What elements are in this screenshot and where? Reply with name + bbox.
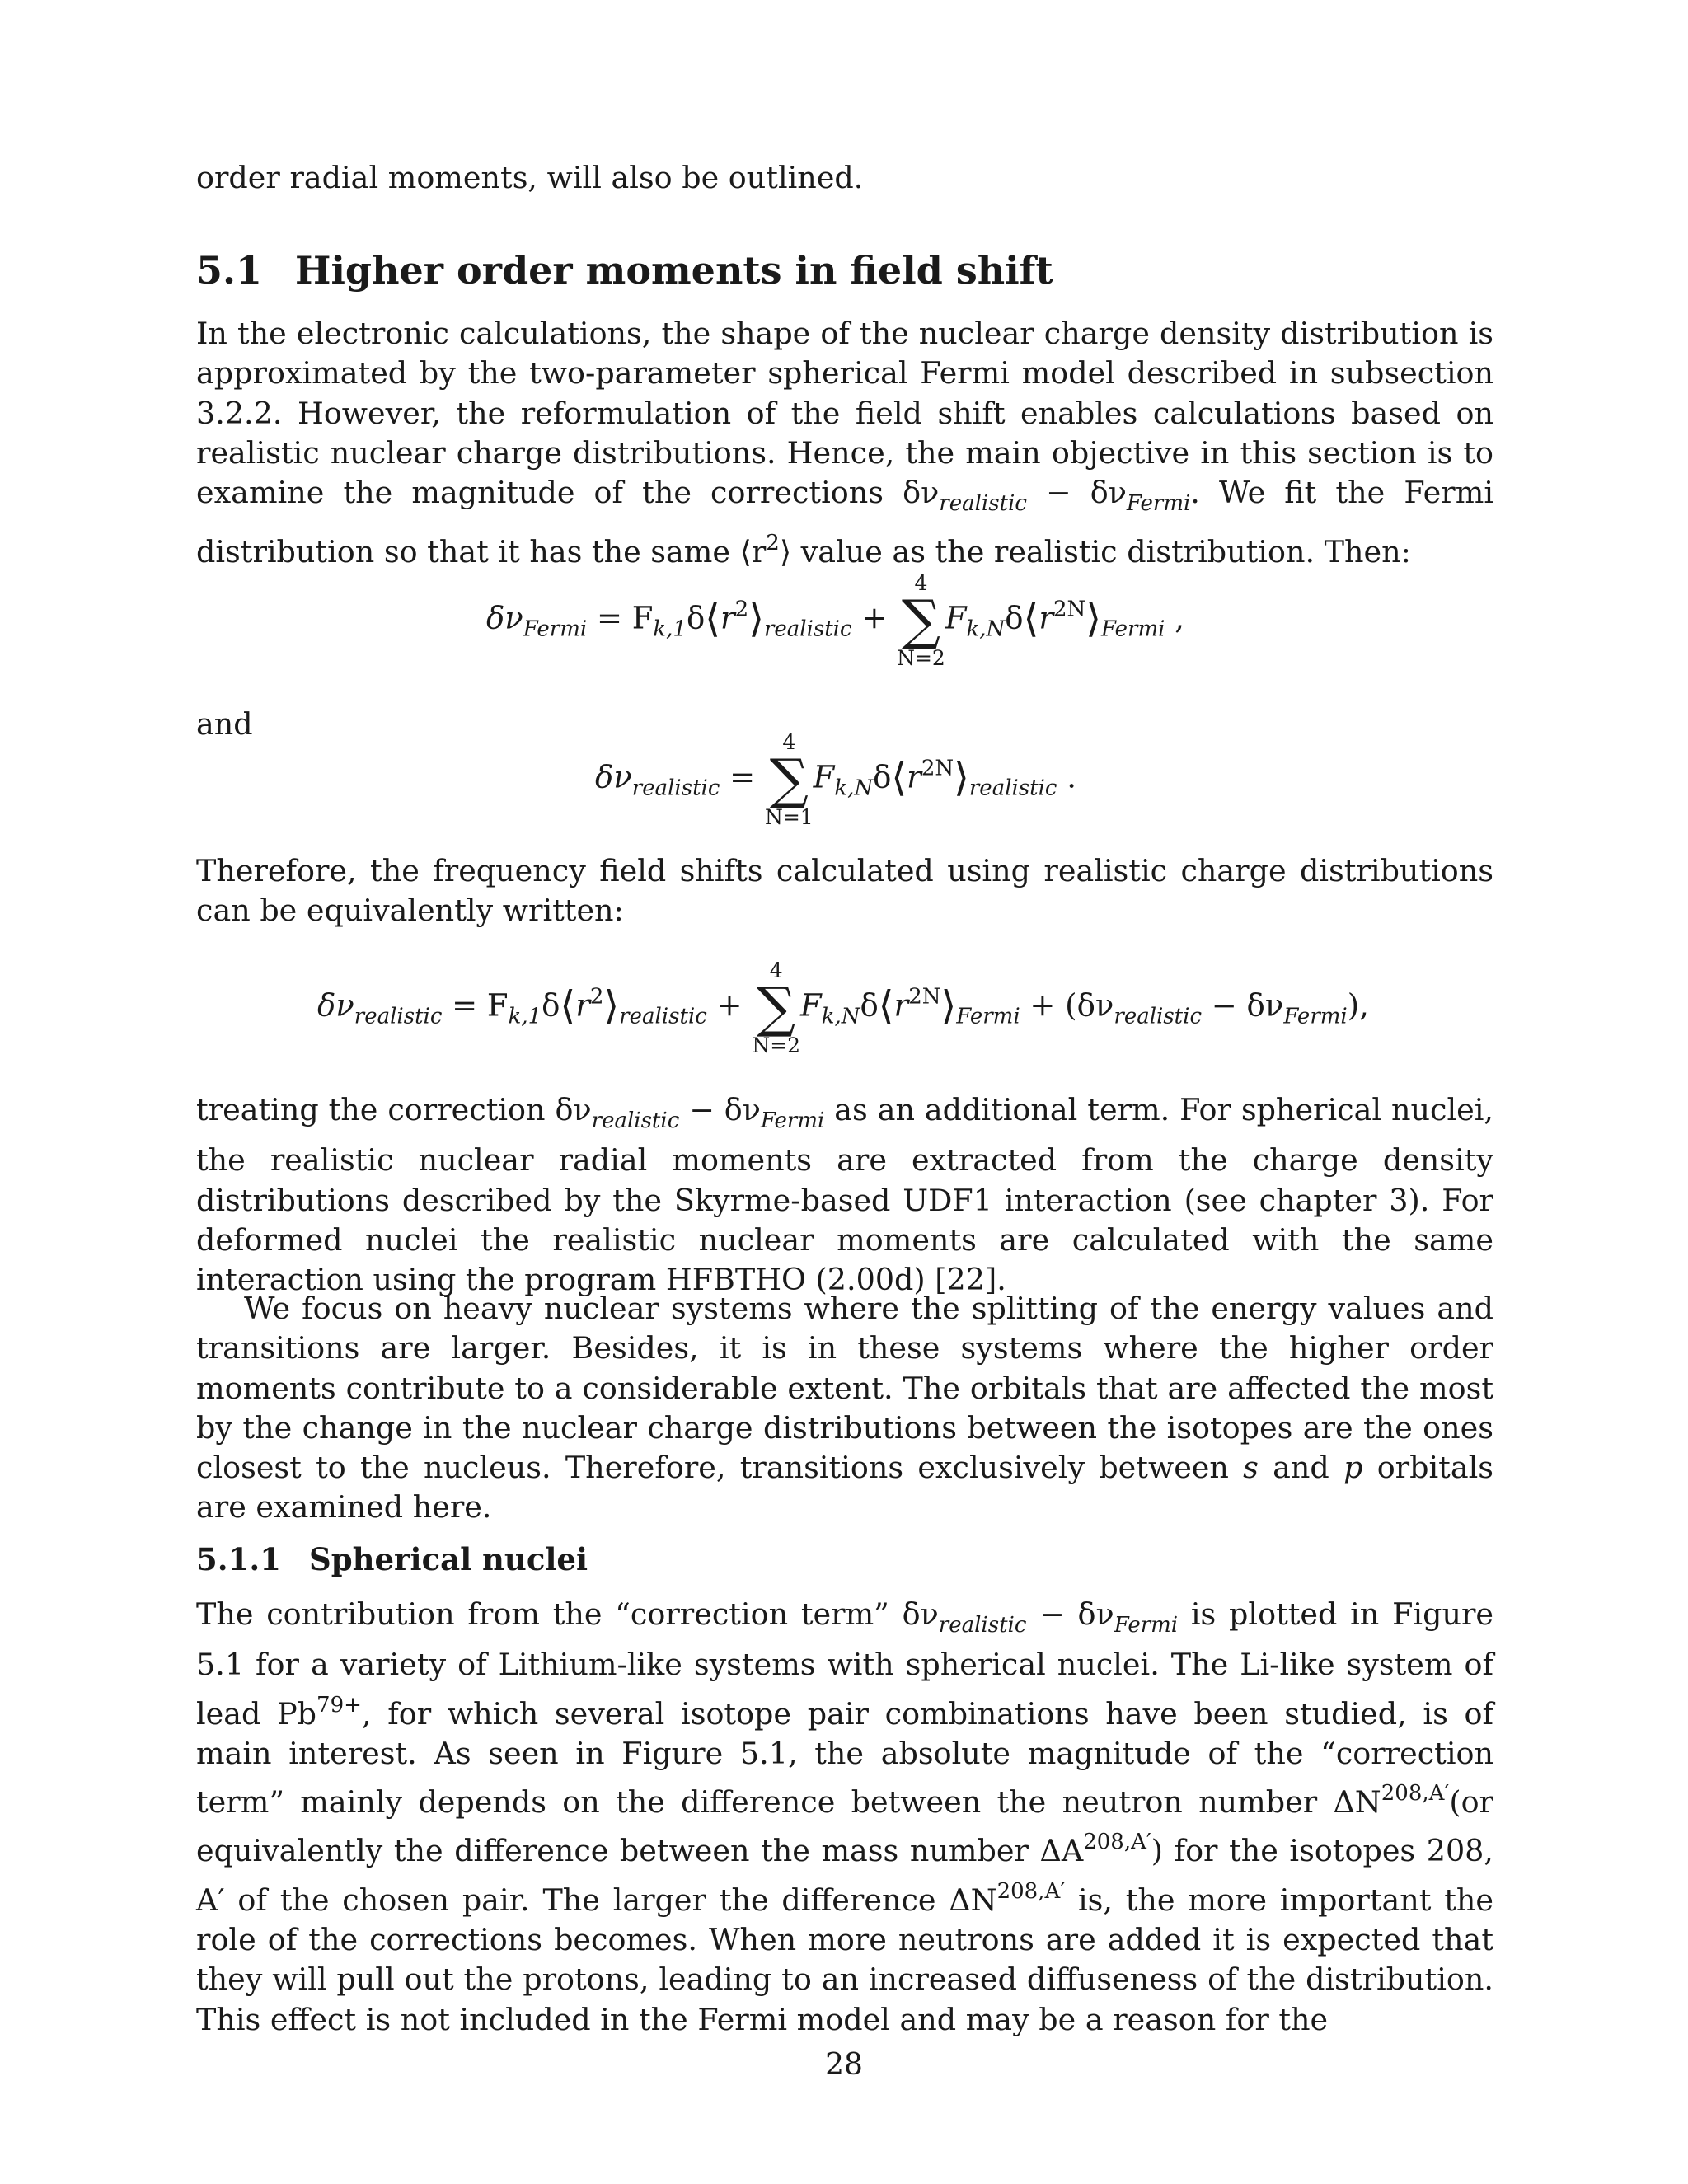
paragraph-5 (196, 1595, 1493, 2040)
eq3-sum-top: 4 (769, 958, 783, 982)
eq3-plus: + (706, 987, 753, 1024)
eq1-langle: ⟨ (705, 595, 720, 642)
eq2-f-sub: k,N (834, 776, 874, 801)
paragraph-1 (196, 314, 1493, 573)
eq1-r2-sup: 2N (1053, 597, 1086, 622)
and-word: and (196, 706, 253, 742)
para1-sub-b: Fermi (1126, 491, 1191, 517)
para1-text-b: . We fit the Fermi distribution so that it has the same ⟨r (196, 475, 1493, 570)
eq3-eq: = F (442, 987, 509, 1024)
para5-text-d: (or equivalently the difference between the mass number ΔA (196, 1784, 1493, 1869)
para5-sub-a: realistic (938, 1613, 1027, 1638)
eq3-sigma: ∑ (757, 976, 796, 1039)
eq1-f2-sub: k,N (966, 616, 1006, 642)
eq2-r: r (907, 759, 921, 795)
para1-mid: − δν (1026, 475, 1127, 511)
eq1-tail: , (1165, 600, 1184, 636)
eq3-lhs-sub: realistic (354, 1004, 443, 1029)
para5-sup-a: 208,A′ (1083, 1830, 1151, 1855)
eq3-r-sup: 2 (589, 984, 604, 1010)
para5-text-b: is plotted in Figure 5.1 for a variety of Lithium-like systems with spherical nuclei. The Li-like system of lead Pb (196, 1596, 1494, 1732)
para4-text: We focus on heavy nuclear systems where the splitting of the energy values and transitions are larger. Besides, it is in these systems where the higher order moments contribute to a considerable extent. The orbitals that are affected the most by the change in the nuclear charge distributions between the isotopes are the ones closest to the nucleus. Therefore, transitions exclusively between (196, 1291, 1493, 1486)
eq1-rangle2: ⟩ (1085, 595, 1102, 642)
eq1-f-sub: k,1 (653, 616, 687, 642)
para5-sup-pb: 79+ (316, 1692, 362, 1718)
eq3-r2: r (893, 987, 909, 1024)
page-number: 28 (825, 2048, 863, 2082)
eq1-delta2: δ (1005, 600, 1024, 636)
eq3-delta: δ (542, 987, 560, 1024)
para5-text-e: ) for the isotopes 208, A′ of the chosen pair. The larger the difference ΔN (196, 1833, 1493, 1918)
eq2-sum-top: 4 (782, 730, 796, 754)
eq3-langle2: ⟨ (878, 982, 894, 1029)
equation-2 (595, 732, 1076, 827)
eq2-sigma: ∑ (769, 748, 809, 811)
para5-text-f: is, the more important the role of the corrections becomes. When more neutrons are added it is expected that they will pull out the protons, leading to an increased diffuseness of the distribution. This effect is not included in the Fermi model and may be a reason for the (196, 1882, 1493, 2037)
para1-text: In the electronic calculations, the shape of the nuclear charge density distribution is approximated by the two-parameter spherical Fermi model described in subsection 3.2.2. However, the reformulation of the field shift enables calculations based on realistic nuclear charge distributions. Hence, the main objective in this section is to examine the magnitude of the corrections δν (196, 316, 1493, 511)
equation-3 (317, 960, 1369, 1056)
subsection-heading (196, 1539, 588, 1580)
eq1-rangle: ⟩ (748, 595, 764, 642)
eq2-langle: ⟨ (891, 754, 907, 801)
para5-text-a: The contribution from the “correction term” δν (196, 1596, 939, 1632)
eq2-rangle: ⟩ (954, 754, 969, 801)
eq1-eq: = F (587, 600, 654, 636)
eq3-langle: ⟨ (560, 982, 576, 1029)
eq3-paren-close: ), (1347, 987, 1369, 1024)
subsection-number: 5.1.1 (196, 1541, 281, 1577)
eq2-eq: = (720, 759, 765, 795)
eq1-f2: F (945, 600, 967, 636)
eq2-sum-bottom: N=1 (764, 805, 814, 829)
para4-and: and (1258, 1450, 1344, 1486)
eq3-p-mid: − δν (1202, 987, 1284, 1024)
para1-sup: 2 (766, 531, 780, 556)
eq1-delta: δ (686, 600, 706, 636)
para3-sub-b: Fermi (760, 1108, 825, 1133)
section-number: 5.1 (196, 248, 263, 293)
para1-text-c: ⟩ value as the realistic distribution. Then: (779, 534, 1411, 570)
eq3-lhs: δν (317, 987, 354, 1024)
eq1-langle2: ⟨ (1023, 595, 1039, 642)
para4-p: p (1343, 1450, 1363, 1486)
paragraph-4 (196, 1289, 1493, 1528)
eq3-p-sub-b: Fermi (1283, 1004, 1348, 1029)
eq1-sum (897, 573, 945, 668)
para4-s: s (1243, 1450, 1259, 1486)
eq3-sum (752, 960, 800, 1056)
eq1-r: r (720, 600, 735, 636)
eq1-sum-bottom: N=2 (897, 646, 945, 670)
eq2-r-sup: 2N (921, 756, 954, 781)
eq1-r-sup: 2 (734, 597, 749, 622)
eq1-sum-top: 4 (914, 571, 928, 595)
eq3-delta2: δ (860, 987, 879, 1024)
eq2-f: F (813, 759, 835, 795)
eq2-sum (765, 732, 814, 827)
paragraph-2: Therefore, the frequency field shifts calculated using realistic charge distributions can be equivalently written: (196, 853, 1493, 929)
eq1-plus: + (851, 600, 898, 636)
eq2-lhs-sub: realistic (631, 776, 720, 801)
para5-text-c: , for which several isotope pair combinations have been studied, is of main interest. As seen in Figure 5.1, the absolute magnitude of the “correction term” mainly depends on the difference between the neutron number ΔN (196, 1695, 1493, 1821)
eq3-f2: F (800, 987, 822, 1024)
eq3-sum-bottom: N=2 (752, 1033, 801, 1057)
subsection-title: Spherical nuclei (309, 1541, 588, 1577)
eq2-lhs: δν (595, 759, 632, 795)
para5-sup-n1: 208,A′ (1381, 1781, 1450, 1807)
para3-sub-a: realistic (591, 1108, 680, 1133)
eq3-mom-sub: realistic (619, 1004, 707, 1029)
section-heading (196, 244, 1053, 297)
para5-sup-n2: 208,A′ (996, 1878, 1066, 1904)
eq3-r2-sup: 2N (908, 984, 941, 1010)
eq2-mom-sub: realistic (968, 776, 1057, 801)
intro-line: order radial moments, will also be outlined. (196, 160, 864, 195)
eq3-rangle: ⟩ (603, 982, 620, 1029)
eq1-lhs-sub: Fermi (523, 616, 588, 642)
paragraph-3 (196, 1090, 1493, 1300)
para3-mid: − δν (679, 1092, 761, 1127)
eq1-mom-sub: realistic (763, 616, 852, 642)
eq1-r2: r (1039, 600, 1053, 636)
eq3-f2-sub: k,N (821, 1004, 860, 1029)
eq3-mom2-sub: Fermi (956, 1004, 1020, 1029)
eq1-mom2-sub: Fermi (1101, 616, 1165, 642)
para5-sub-b: Fermi (1114, 1613, 1179, 1638)
eq3-p-sub-a: realistic (1114, 1004, 1203, 1029)
section-title: Higher order moments in field shift (295, 248, 1053, 293)
eq1-sigma: ∑ (901, 588, 941, 652)
eq2-tail: . (1057, 759, 1077, 795)
eq3-paren-open: + (δν (1020, 987, 1114, 1024)
eq3-r: r (575, 987, 590, 1024)
para3-text-a: treating the correction δν (196, 1092, 592, 1127)
para1-sub-a: realistic (939, 491, 1027, 517)
eq3-f-sub: k,1 (508, 1004, 542, 1029)
para4-end: orbitals are examined here. (196, 1450, 1493, 1526)
eq1-lhs: δν (486, 600, 523, 636)
eq3-rangle2: ⟩ (940, 982, 957, 1029)
eq2-delta: δ (873, 759, 892, 795)
para5-mid: − δν (1026, 1596, 1114, 1632)
equation-1 (486, 573, 1184, 668)
para3-text-b: as an additional term. For spherical nuclei, the realistic nuclear radial moments are extracted from the charge density distributions described by the Skyrme-based UDF1 interaction (see chapter 3). For deformed nuclei the realistic nuclear moments are calculated with the same interaction using the program HFBTHO (2.00d) [22]. (196, 1092, 1493, 1298)
